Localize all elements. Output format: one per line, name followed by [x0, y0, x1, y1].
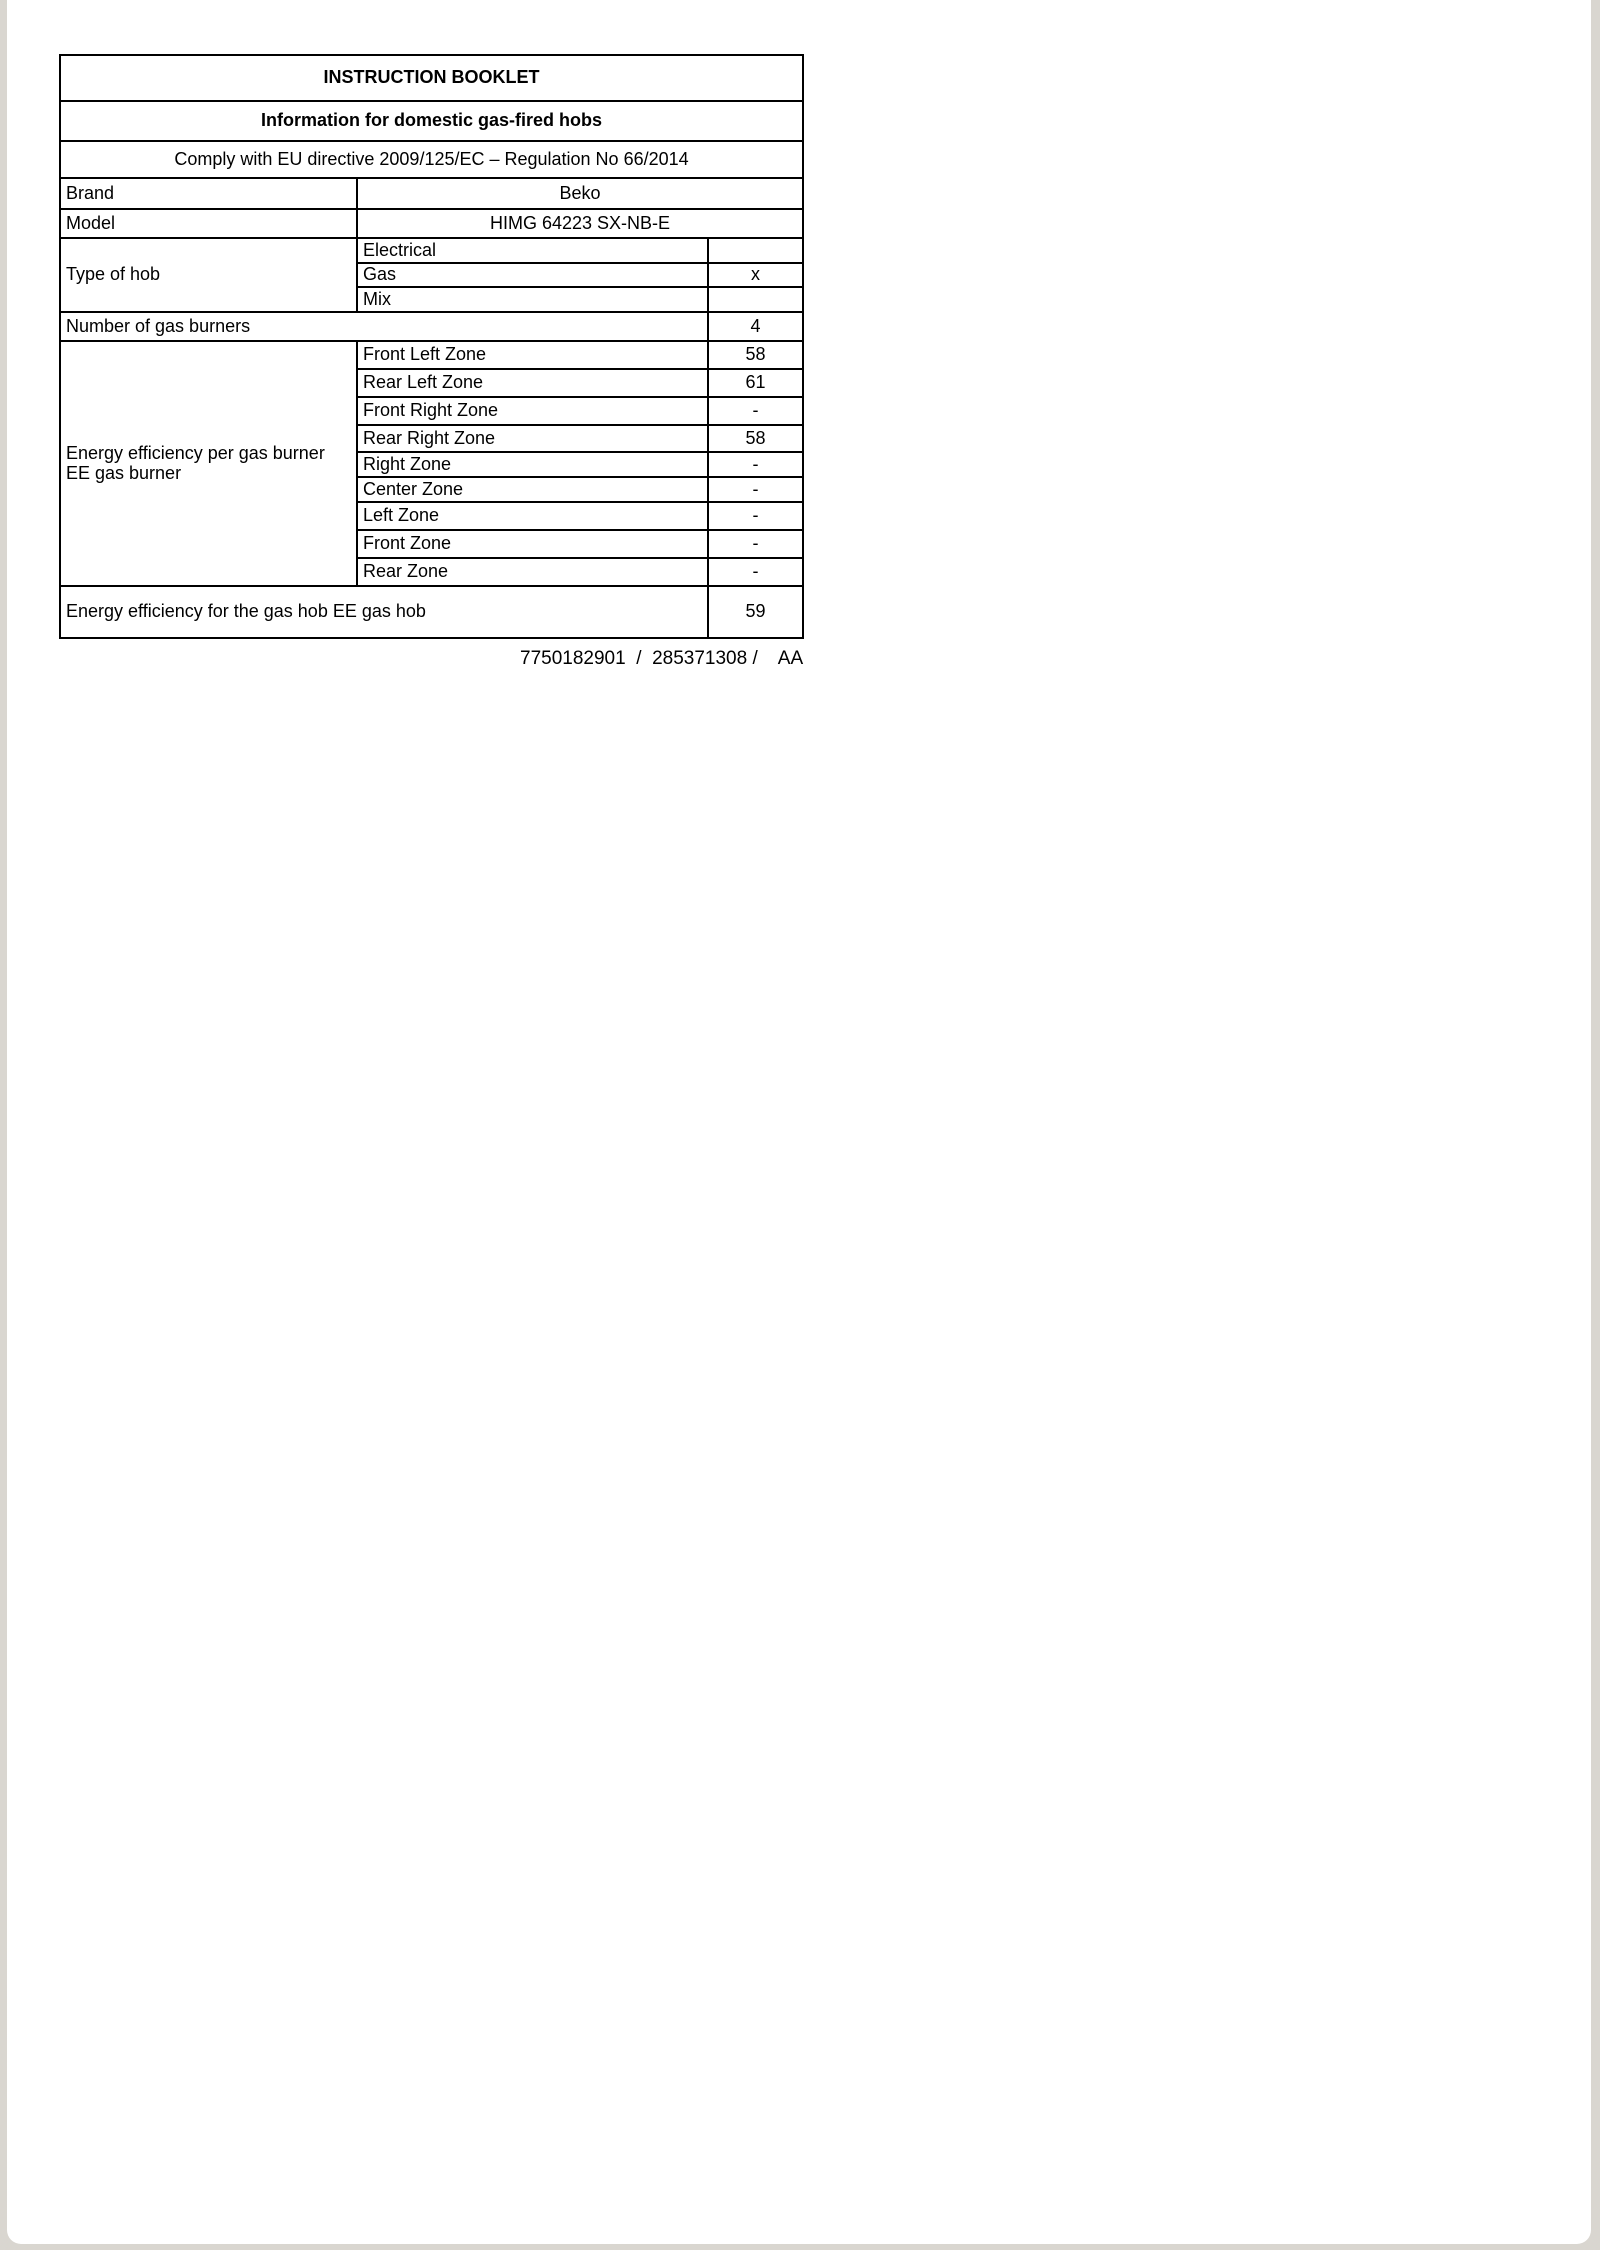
hob-info-table	[59, 54, 804, 639]
booklet-title: INSTRUCTION BOOKLET	[60, 55, 803, 101]
hob-type-option: Mix	[357, 287, 708, 312]
zone-label: Front Left Zone	[357, 341, 708, 369]
brand-label: Brand	[60, 178, 357, 209]
zone-value: -	[708, 558, 803, 586]
zone-value: -	[708, 477, 803, 502]
document-reference: 7750182901 / 285371308 / AA	[520, 648, 804, 669]
efficiency-total-value: 59	[708, 586, 803, 638]
directive-text: Comply with EU directive 2009/125/EC – Regulation No 66/2014	[60, 141, 803, 178]
zone-label: Front Right Zone	[357, 397, 708, 425]
hob-type-option: Gas	[357, 263, 708, 287]
hob-type-label: Type of hob	[60, 238, 357, 312]
hob-type-mark	[708, 287, 803, 312]
zone-label: Right Zone	[357, 452, 708, 477]
zone-value: 58	[708, 425, 803, 452]
document-page	[7, 0, 1591, 2244]
zone-value: -	[708, 452, 803, 477]
zone-label: Front Zone	[357, 530, 708, 558]
model-label: Model	[60, 209, 357, 238]
zone-label: Rear Right Zone	[357, 425, 708, 452]
burners-label: Number of gas burners	[60, 312, 708, 341]
burners-value: 4	[708, 312, 803, 341]
hob-type-mark	[708, 238, 803, 263]
zone-label: Center Zone	[357, 477, 708, 502]
zone-value: -	[708, 397, 803, 425]
model-value: HIMG 64223 SX-NB-E	[357, 209, 803, 238]
zone-label: Rear Left Zone	[357, 369, 708, 397]
zone-label: Left Zone	[357, 502, 708, 530]
hob-type-option: Electrical	[357, 238, 708, 263]
efficiency-per-burner-line2: EE gas burner	[66, 462, 182, 483]
efficiency-per-burner-label	[60, 341, 357, 586]
zone-value: 58	[708, 341, 803, 369]
zone-label: Rear Zone	[357, 558, 708, 586]
zone-value: -	[708, 502, 803, 530]
efficiency-total-label: Energy efficiency for the gas hob EE gas hob	[60, 586, 708, 638]
efficiency-per-burner-line1: Energy efficiency per gas burner	[66, 442, 325, 463]
hob-type-mark: x	[708, 263, 803, 287]
booklet-subtitle: Information for domestic gas-fired hobs	[60, 101, 803, 141]
brand-value: Beko	[357, 178, 803, 209]
zone-value: -	[708, 530, 803, 558]
zone-value: 61	[708, 369, 803, 397]
